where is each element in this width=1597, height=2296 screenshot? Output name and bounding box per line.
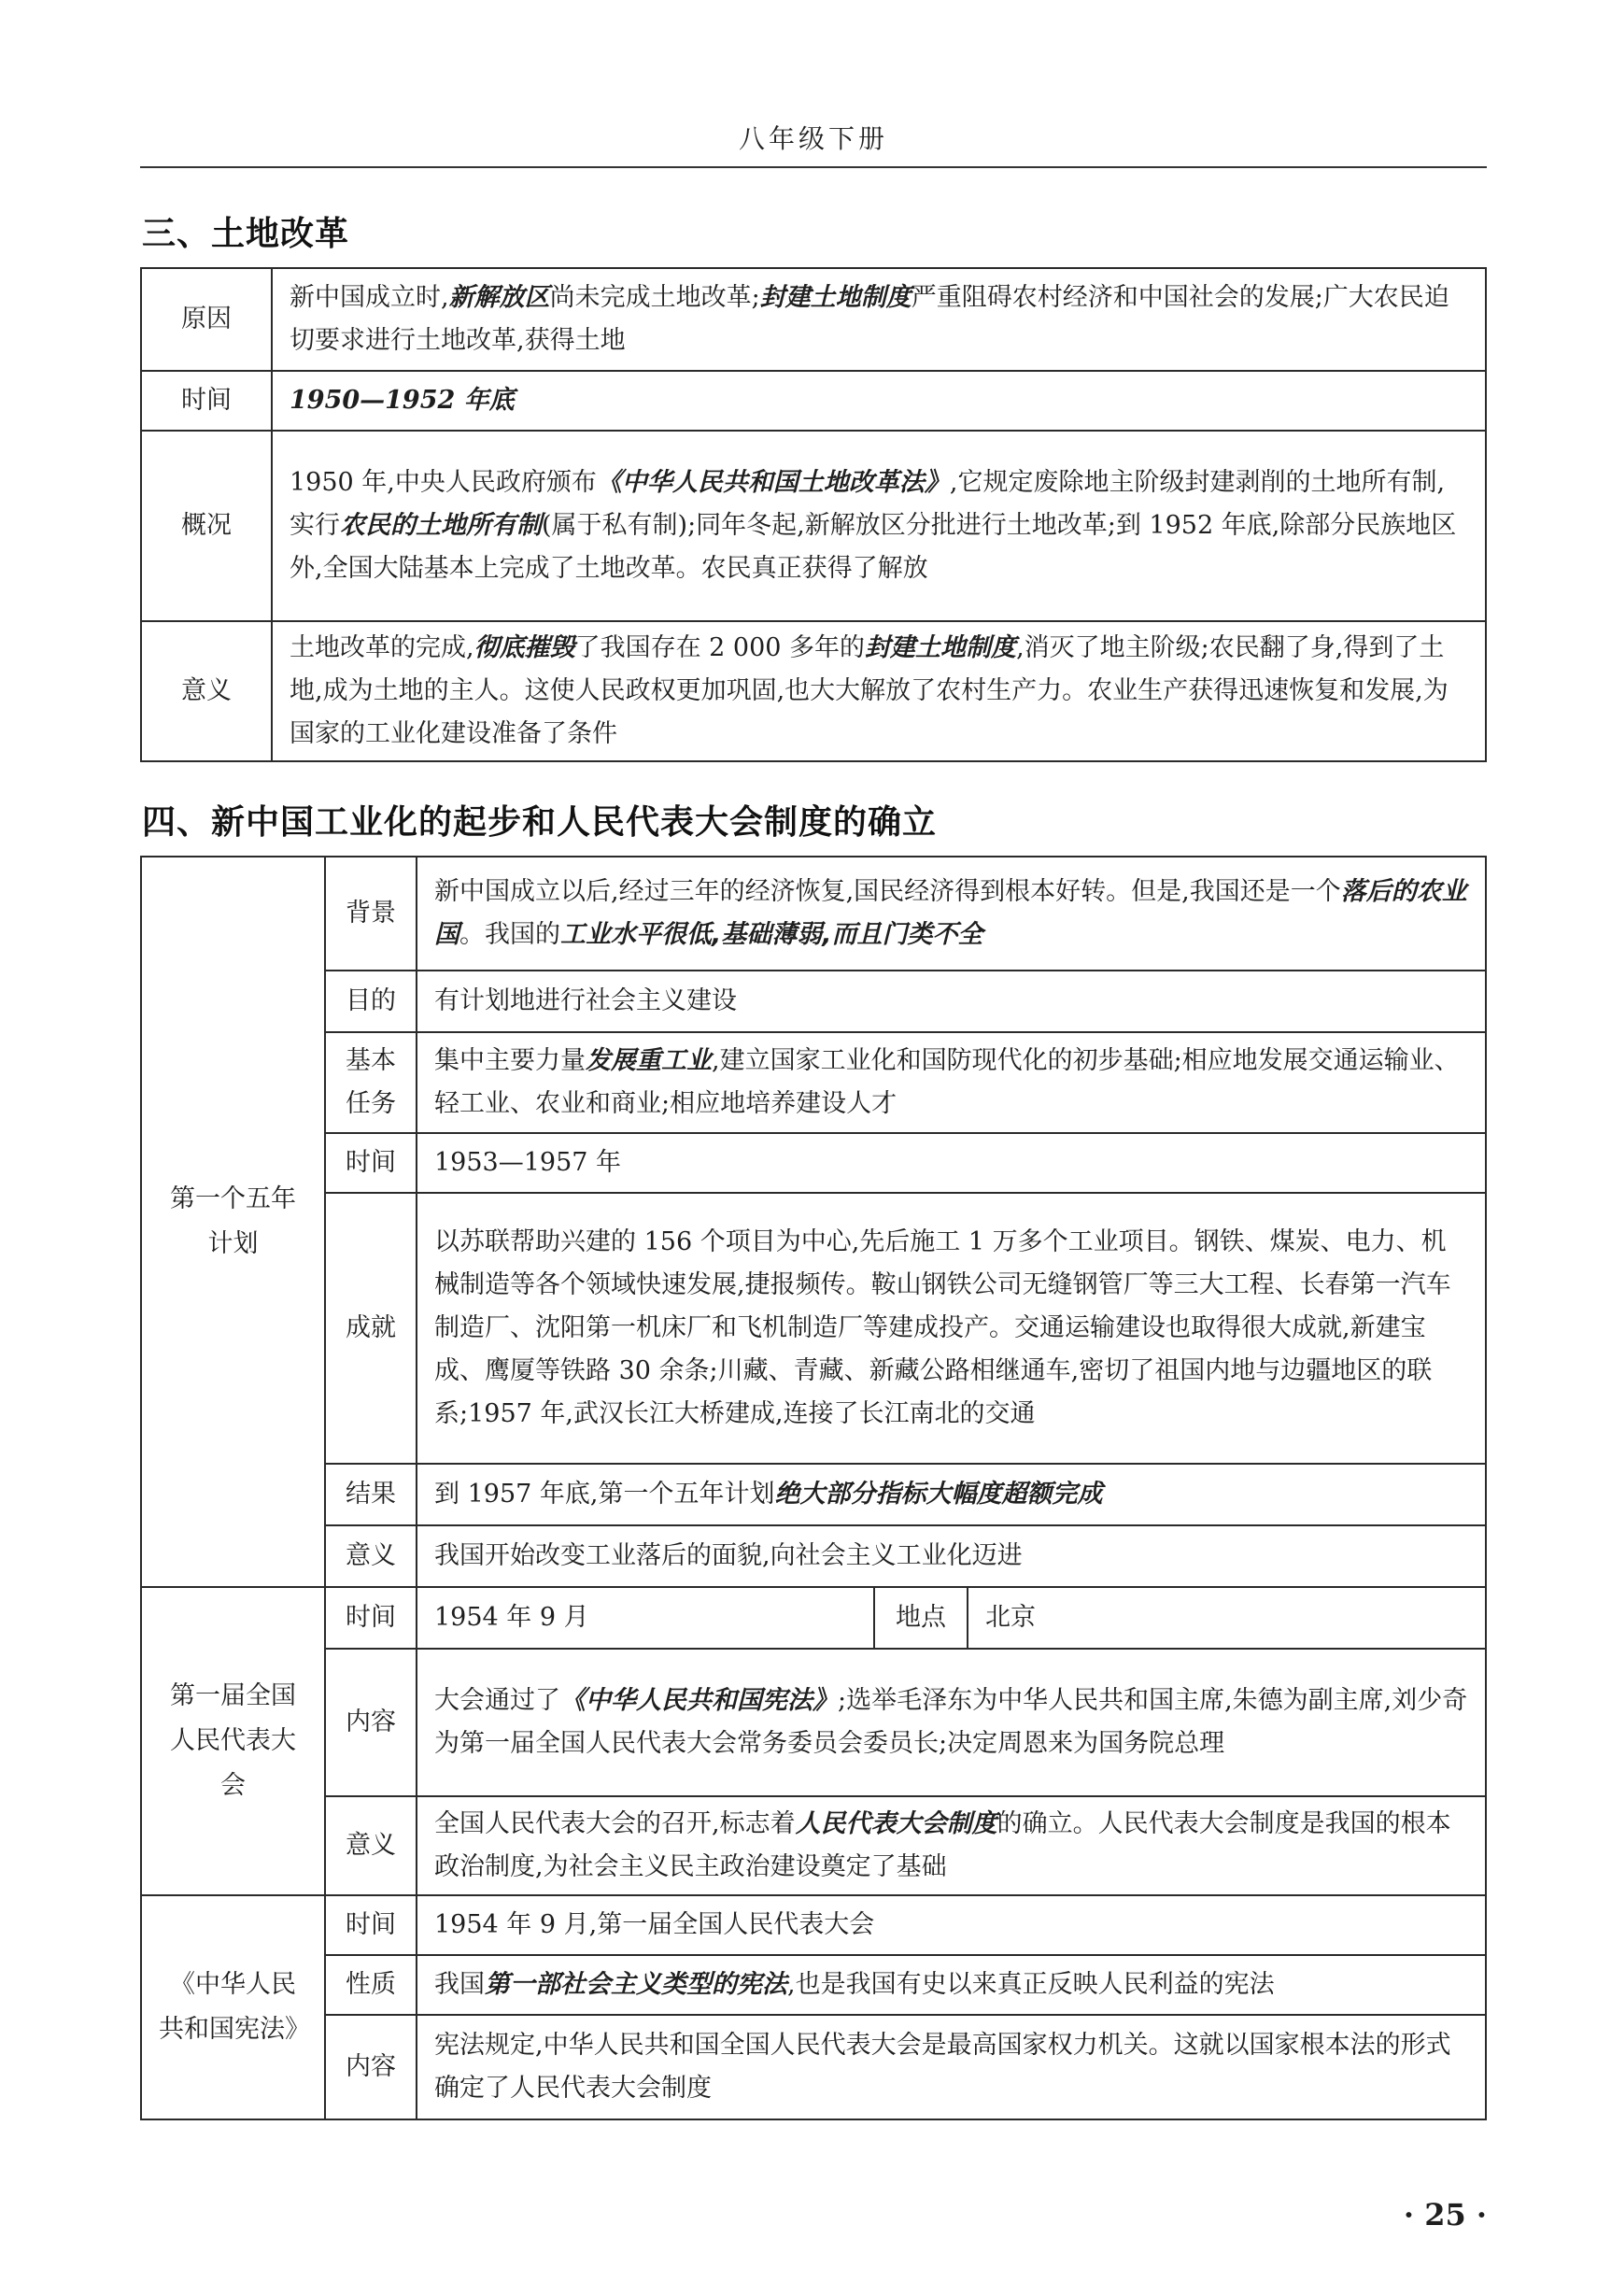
row-label-npc-content: 内容 [325,1649,417,1796]
section-title-industrialization: 四、新中国工业化的起步和人民代表大会制度的确立 [142,803,938,842]
page-header [140,112,1487,168]
section-title-land-reform: 三、土地改革 [142,215,350,253]
npc-content-text: 大会通过了《中华人民共和国宪法》;选举毛泽东为中华人民共和国主席,朱德为副主席,刘少奇为第一届全国人民代表大会常务委员会委员长;决定周恩来为国务院总理 [417,1649,1486,1796]
row-label-basic-task: 基本任务 [325,1032,417,1133]
constitution-time-text: 1954 年 9 月,第一届全国人民代表大会 [417,1895,1486,1955]
basic-task-text: 集中主要力量发展重工业,建立国家工业化和国防现代化的初步基础;相应地发展交通运输业、轻工业、农业和商业;相应地培养建设人才 [417,1032,1486,1133]
table-row [141,857,1486,971]
row-label-overview: 概况 [141,431,272,621]
background-text: 新中国成立以后,经过三年的经济恢复,国民经济得到根本好转。但是,我国还是一个落后的农业国。我国的工业水平很低,基础薄弱,而且门类不全 [417,857,1486,971]
reason-text: 新中国成立时,新解放区尚未完成土地改革;封建土地制度严重阻碍农村经济和中国社会的发展;广大农民迫切要求进行土地改革,获得土地 [272,268,1486,371]
book-title: 八年级下册 [738,123,888,154]
row-label-npc-time: 时间 [325,1587,417,1649]
npc-meaning-text: 全国人民代表大会的召开,标志着人民代表大会制度的确立。人民代表大会制度是我国的根本政治制度,为社会主义民主政治建设奠定了基础 [417,1796,1486,1895]
table-row [141,1796,1486,1895]
row-label-result: 结果 [325,1464,417,1525]
result-text: 到 1957 年底,第一个五年计划绝大部分指标大幅度超额完成 [417,1464,1486,1525]
land-reform-time: 1950—1952 年底 [290,386,515,415]
group-constitution: 《中华人民共和国宪法》 [141,1895,325,2119]
row-label-reason: 原因 [141,268,272,371]
page-number: · 25 · [1403,2197,1487,2232]
table-row [141,431,1486,621]
overview-text: 1950 年,中央人民政府颁布《中华人民共和国土地改革法》,它规定废除地主阶级封建剥削的土地所有制,实行农民的土地所有制(属于私有制);同年冬起,新解放区分批进行土地改革;到 1952 年底,除部分民族地区外,全国大陆基本上完成了土地改革。农民真正获得了解放 [272,431,1486,621]
constitution-nature-text: 我国第一部社会主义类型的宪法,也是我国有史以来真正反映人民利益的宪法 [417,1955,1486,2015]
row-label-background: 背景 [325,857,417,971]
table-row [141,2015,1486,2119]
constitution-content-text: 宪法规定,中华人民共和国全国人民代表大会是最高国家权力机关。这就以国家根本法的形式确定了人民代表大会制度 [417,2015,1486,2119]
row-label-npc-meaning: 意义 [325,1796,417,1895]
table-row [141,971,1486,1032]
table-row [141,1587,1486,1649]
row-label-time: 时间 [141,371,272,431]
row-label-plan-time: 时间 [325,1133,417,1193]
table-row [141,1649,1486,1796]
row-label-plan-meaning: 意义 [325,1525,417,1587]
plan-meaning-text: 我国开始改变工业落后的面貌,向社会主义工业化迈进 [417,1525,1486,1587]
row-label-constitution-time: 时间 [325,1895,417,1955]
achievement-text: 以苏联帮助兴建的 156 个项目为中心,先后施工 1 万多个工业项目。钢铁、煤炭、电力、机械制造等各个领域快速发展,捷报频传。鞍山钢铁公司无缝钢管厂等三大工程、长春第一汽车制造厂、沈阳第一机床厂和飞机制造厂等建成投产。交通运输建设也取得很大成就,新建宝成、鹰厦等铁路 30 余条;川藏、青藏、新藏公路相继通车,密切了祖国内地与边疆地区的联系;1957 年,武汉长江大桥建成,连接了长江南北的交通 [417,1193,1486,1464]
row-label-constitution-nature: 性质 [325,1955,417,2015]
table-row [141,1955,1486,2015]
industrialization-table [140,856,1487,2120]
table-row [141,371,1486,431]
goal-text: 有计划地进行社会主义建设 [417,971,1486,1032]
row-label-achievement: 成就 [325,1193,417,1464]
table-row [141,268,1486,371]
group-first-five-year-plan: 第一个五年计划 [141,857,325,1587]
table-row [141,1464,1486,1525]
table-row [141,1193,1486,1464]
table-row [141,1133,1486,1193]
meaning-text: 土地改革的完成,彻底摧毁了我国存在 2 000 多年的封建土地制度,消灭了地主阶级;农民翻了身,得到了土地,成为土地的主人。这使人民政权更加巩固,也大大解放了农村生产力。农业生产获得迅速恢复和发展,为国家的工业化建设准备了条件 [272,621,1486,761]
table-row [141,1032,1486,1133]
row-label-npc-place: 地点 [874,1587,968,1649]
row-label-meaning: 意义 [141,621,272,761]
plan-time-text: 1953—1957 年 [417,1133,1486,1193]
npc-place-text: 北京 [968,1587,1486,1649]
group-first-npc: 第一届全国人民代表大会 [141,1587,325,1895]
npc-time-text: 1954 年 9 月 [417,1587,874,1649]
table-row [141,1525,1486,1587]
table-row [141,621,1486,761]
land-reform-table [140,267,1487,762]
row-label-goal: 目的 [325,971,417,1032]
table-row [141,1895,1486,1955]
row-label-constitution-content: 内容 [325,2015,417,2119]
